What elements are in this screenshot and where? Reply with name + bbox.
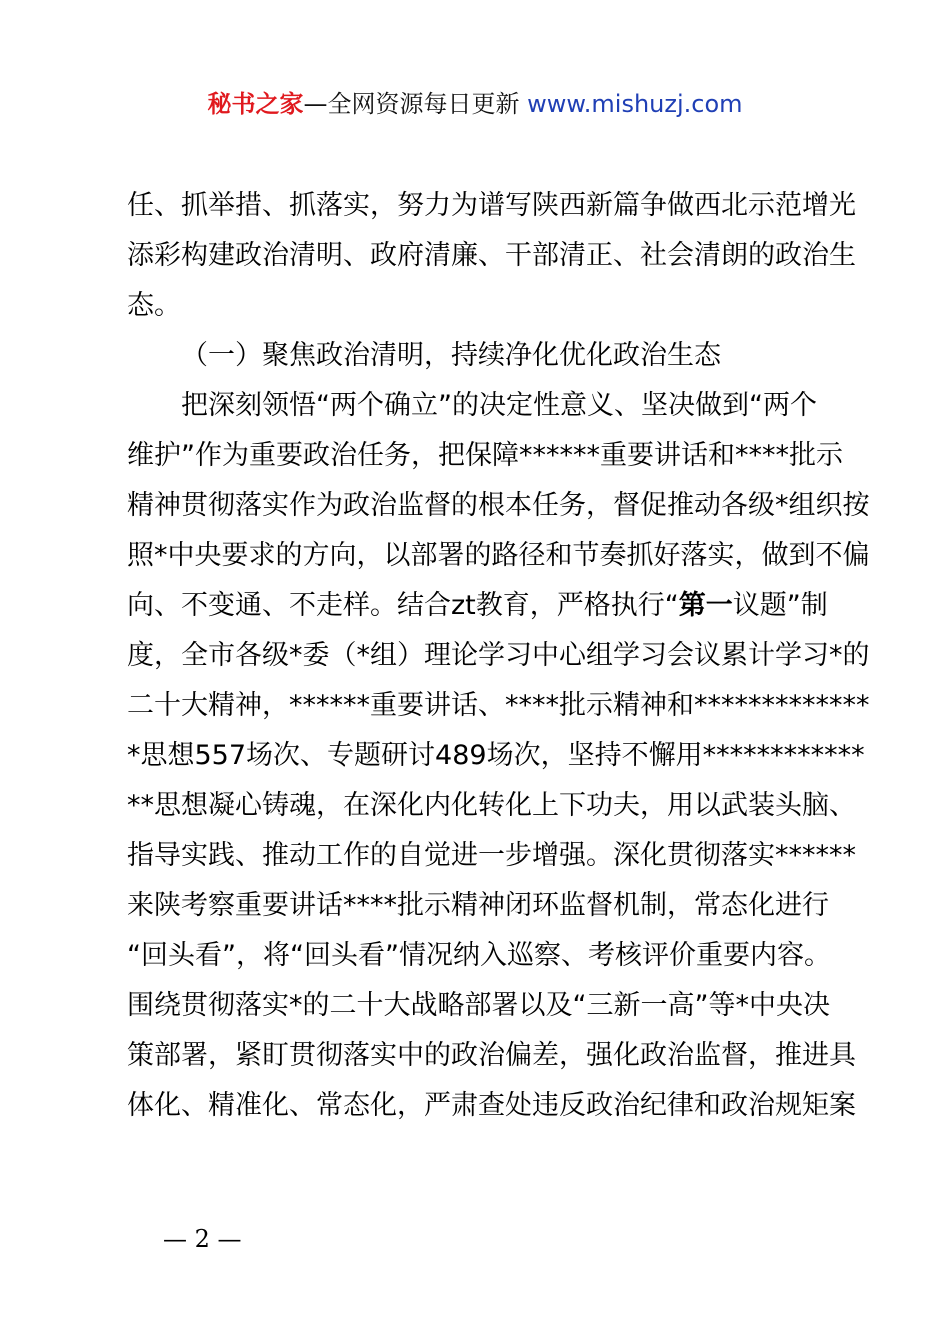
text-line: 指导实践、推动工作的自觉进一步增强。深化贯彻落实****** [127,840,856,871]
text-segment: 向、不变通、不走样。结合zt教育，严格执行“ [127,590,679,621]
text-line: **思想凝心铸魂，在深化内化转化上下功夫，用以武装头脑、 [127,790,856,821]
text-line: 策部署，紧盯贯彻落实中的政治偏差，强化政治监督，推进具 [127,1040,856,1071]
text-line: 态。 [127,290,181,321]
site-header [0,86,950,122]
text-line: 二十大精神，******重要讲话、****批示精神和************* [127,690,870,721]
text-line: “回头看”，将“回头看”情况纳入巡察、考核评价重要内容。 [127,940,831,971]
paragraph-first-line: 把深刻领悟“两个确立”的决定性意义、坚决做到“两个 [181,390,817,421]
page-number: — 2 — [163,1225,242,1253]
text-line: 围绕贯彻落实*的二十大战略部署以及“三新一高”等*中央决 [127,990,830,1021]
text-line: 精神贯彻落实作为政治监督的根本任务，督促推动各级*组织按 [127,490,870,521]
text-line: 维护”作为重要政治任务，把保障******重要讲话和****批示 [127,440,843,471]
text-line: *思想557场次、专题研讨489场次，坚持不懈用************ [127,740,865,771]
header-tagline: —全网资源每日更新 [303,90,528,118]
text-line: 度，全市各级*委（*组）理论学习中心组学习会议累计学习*的 [127,640,870,671]
document-body [127,181,870,1131]
text-line: 照*中央要求的方向，以部署的路径和节奏抓好落实，做到不偏 [127,540,870,571]
section-heading: （一）聚焦政治清明，持续净化优化政治生态 [181,340,721,371]
bold-text: 第一 [678,590,733,621]
brand-name: 秘书之家 [207,90,304,118]
text-line [127,581,835,631]
text-line: 任、抓举措、抓落实，努力为谱写陕西新篇争做西北示范增光 [127,190,856,221]
text-segment: 议题”制 [732,590,828,621]
site-url[interactable]: www.mishuzj.com [527,90,743,118]
text-line: 体化、精准化、常态化，严肃查处违反政治纪律和政治规矩案 [127,1090,856,1121]
text-line: 来陕考察重要讲话****批示精神闭环监督机制，常态化进行 [127,890,829,921]
text-line: 添彩构建政治清明、政府清廉、干部清正、社会清朗的政治生 [127,240,856,271]
